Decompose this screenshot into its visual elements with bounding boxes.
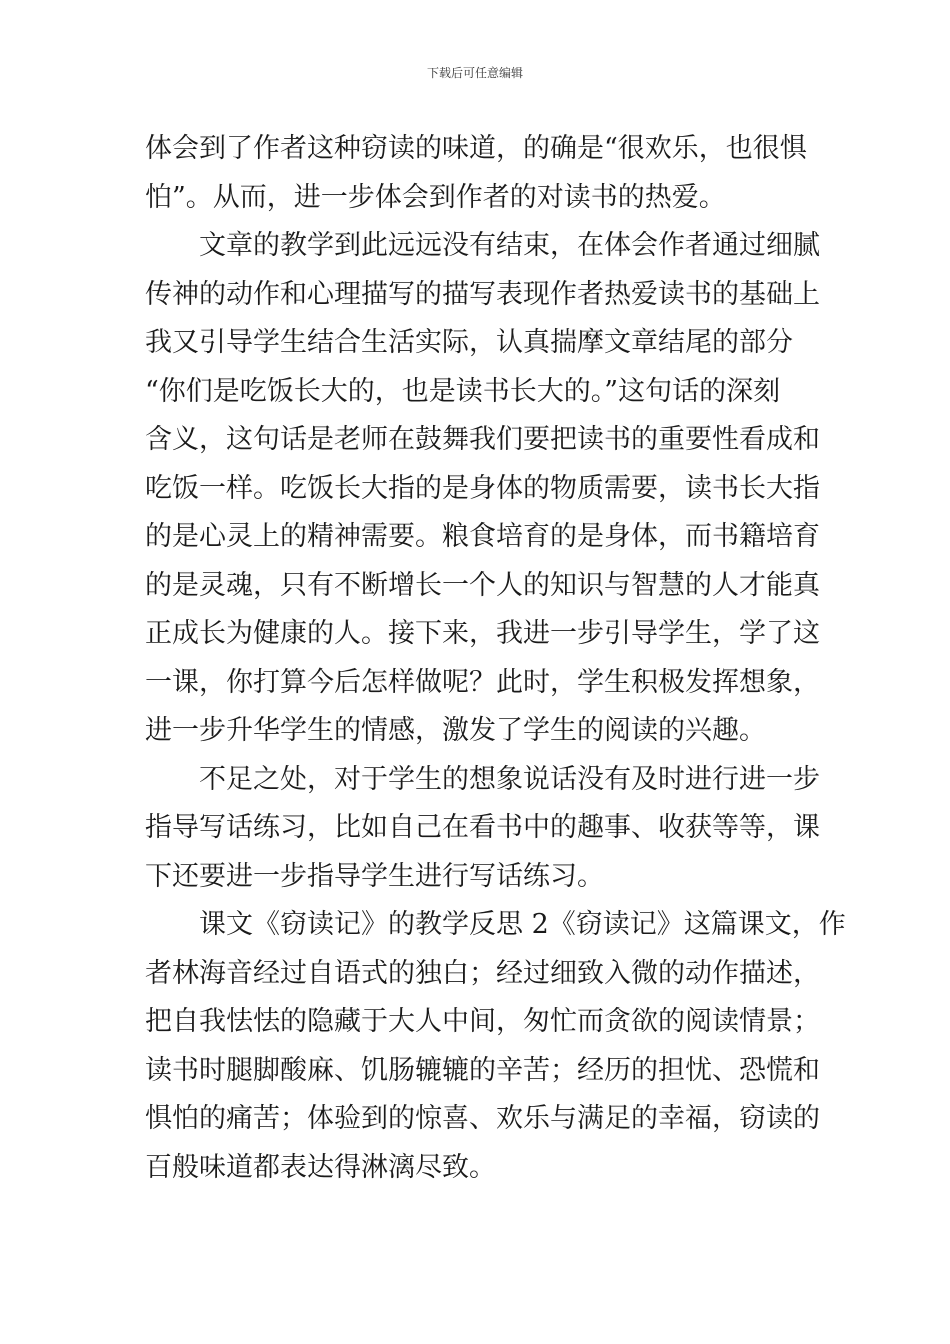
paragraph-line: 文章的教学到此远远没有结束，在体会作者通过细腻 — [199, 230, 820, 261]
paragraph-line: 把自我怯怯的隐藏于大人中间，匆忙而贪欲的阅读情景； — [145, 1006, 820, 1037]
paragraph-line: 读书时腿脚酸麻、饥肠辘辘的辛苦；经历的担忧、恐慌和 — [145, 1054, 820, 1086]
paragraph-line: 的是心灵上的精神需要。粮食培育的是身体，而书籍培育 — [145, 521, 820, 552]
paragraph-line: 怕”。从而，进一步体会到作者的对读书的热爱。 — [145, 181, 726, 213]
paragraph-line: 下还要进一步指导学生进行写话练习。 — [145, 860, 604, 892]
paragraph-line: 指导写话练习，比如自己在看书中的趣事、收获等等，课 — [145, 812, 820, 843]
paragraph-line: 我又引导学生结合生活实际，认真揣摩文章结尾的部分 — [145, 327, 793, 358]
paragraph-line: 吃饭一样。吃饭长大指的是身体的物质需要，读书长大指 — [145, 472, 820, 504]
paragraph-line: 惧怕的痛苦；体验到的惊喜、欢乐与满足的幸福，窃读的 — [145, 1103, 820, 1134]
paragraph-line: 百般味道都表达得淋漓尽致。 — [145, 1151, 496, 1183]
paragraph-line: 传神的动作和心理描写的描写表现作者热爱读书的基础上 — [145, 278, 820, 310]
paragraph-line: 者林海音经过自语式的独白；经过细致入微的动作描述， — [145, 957, 820, 989]
paragraph-line: “你们是吃饭长大的，也是读书长大的。”这句话的深刻 — [145, 375, 781, 407]
paragraph-line: 课文《窃读记》的教学反思 2《窃读记》这篇课文，作 — [199, 909, 846, 940]
paragraph-line: 进一步升华学生的情感，激发了学生的阅读的兴趣。 — [145, 715, 766, 746]
paragraph-line: 含义，这句话是老师在鼓舞我们要把读书的重要性看成和 — [145, 424, 820, 455]
document-body — [145, 125, 846, 1192]
paragraph-line: 不足之处，对于学生的想象说话没有及时进行进一步 — [199, 763, 820, 795]
paragraph-line: 正成长为健康的人。接下来，我进一步引导学生，学了这 — [145, 618, 820, 649]
paragraph-line: 一课，你打算今后怎样做呢？此时，学生积极发挥想象， — [145, 666, 820, 698]
paragraph-line: 的是灵魂，只有不断增长一个人的知识与智慧的人才能真 — [145, 569, 820, 601]
paragraph-line: 体会到了作者这种窃读的味道，的确是“很欢乐，也很惧 — [145, 133, 807, 164]
page-header: 下载后可任意编辑 — [426, 66, 523, 80]
